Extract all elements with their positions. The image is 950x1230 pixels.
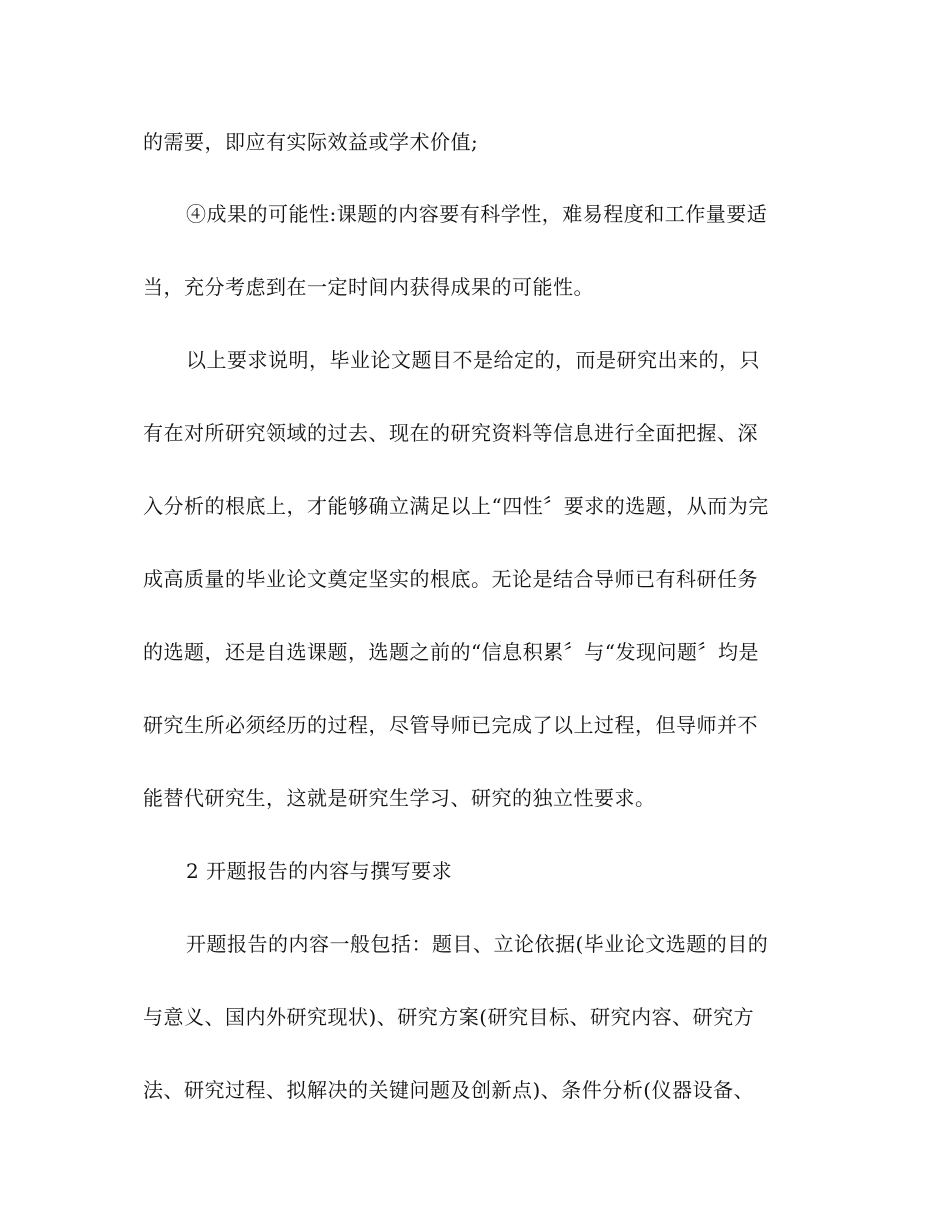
section-heading: 2 开题报告的内容与撰写要求 <box>186 859 453 883</box>
text-line-12: 开题报告的内容一般包括：题目、立论依据(毕业论文选题的目的 <box>186 932 769 956</box>
text-line-7: 成高质量的毕业论文奠定坚实的根底。无论是结合导师已有科研任务 <box>143 567 758 591</box>
text-line-9: 研究生所必须经历的过程，尽管导师已完成了以上过程，但导师并不 <box>143 713 758 737</box>
text-line-4: 以上要求说明，毕业论文题目不是给定的，而是研究出来的，只 <box>186 348 760 372</box>
text-line-5: 有在对所研究领域的过去、现在的研究资料等信息进行全面把握、深 <box>143 421 758 445</box>
text-line-6: 入分析的根底上，才能够确立满足以上“四性〞要求的选题，从而为完 <box>143 494 769 518</box>
text-line-10: 能替代研究生，这就是研究生学习、研究的独立性要求。 <box>143 786 656 810</box>
text-line-2: ④成果的可能性:课题的内容要有科学性，难易程度和工作量要适 <box>186 202 768 226</box>
text-line-14: 法、研究过程、拟解决的关键问题及创新点)、条件分析(仪器设备、 <box>143 1078 755 1102</box>
text-line-13: 与意义、国内外研究现状)、研究方案(研究目标、研究内容、研究方 <box>143 1005 755 1029</box>
text-line-1: 的需要，即应有实际效益或学术价值; <box>143 130 479 154</box>
text-line-3: 当，充分考虑到在一定时间内获得成果的可能性。 <box>143 275 594 299</box>
text-line-8: 的选题，还是自选课题，选题之前的“信息积累〞与“发现问题〞均是 <box>143 640 759 664</box>
